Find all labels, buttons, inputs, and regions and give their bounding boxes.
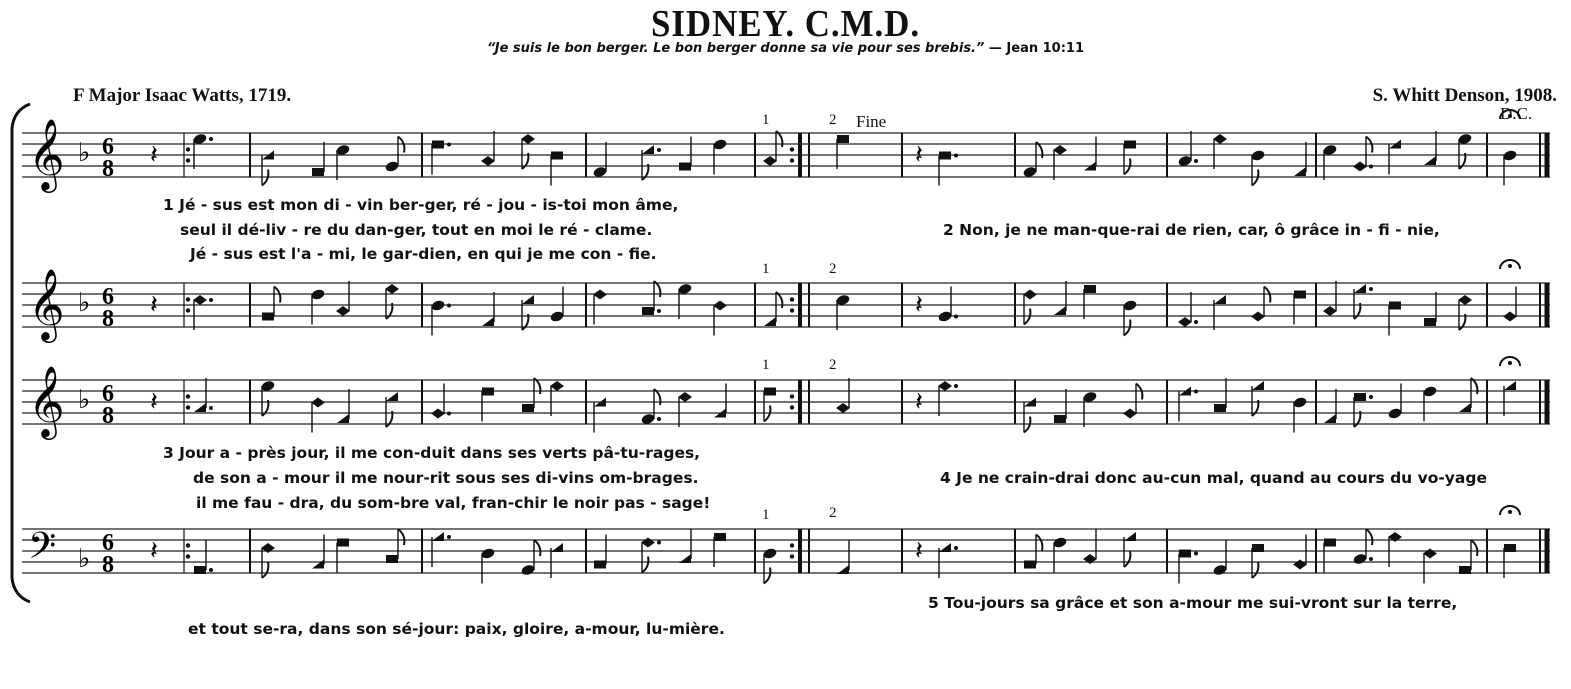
repeat-dot bbox=[790, 297, 794, 301]
note-head bbox=[1213, 134, 1227, 144]
note-dot bbox=[209, 406, 213, 410]
note-head bbox=[641, 538, 655, 548]
note-head bbox=[1504, 544, 1516, 552]
time-sig-top: 6 bbox=[102, 530, 114, 556]
first-ending-mark-alto: 1 bbox=[762, 261, 770, 277]
repeat-dot bbox=[790, 147, 794, 151]
repeat-dot bbox=[790, 405, 794, 409]
note-dot bbox=[1194, 159, 1198, 163]
note-head bbox=[1423, 549, 1437, 559]
repeat-dot bbox=[186, 543, 190, 547]
note-head bbox=[1503, 312, 1517, 322]
lyric-verse3-line1: 3 Jour a - près jour, il me con-duit dans ses verts pâ-tu-rages, bbox=[163, 444, 701, 462]
note-head bbox=[1124, 141, 1136, 149]
repeat-dot bbox=[790, 394, 794, 398]
bass-clef-icon: 𝄢 bbox=[28, 525, 57, 576]
note-flag bbox=[1252, 562, 1258, 578]
note-head bbox=[642, 307, 654, 315]
note-head bbox=[837, 135, 849, 143]
scripture-quote bbox=[0, 41, 1571, 56]
second-ending-mark-alto: 2 bbox=[829, 261, 837, 277]
note-head bbox=[194, 403, 206, 412]
note-head bbox=[593, 290, 607, 300]
note-dot bbox=[954, 384, 958, 388]
note-head bbox=[1324, 414, 1336, 423]
note-head bbox=[312, 560, 324, 569]
note-head bbox=[1324, 539, 1336, 547]
note-head bbox=[551, 152, 563, 160]
note-head bbox=[1354, 393, 1366, 401]
fermata-dot bbox=[1508, 264, 1512, 268]
note-head bbox=[837, 565, 849, 574]
note-head bbox=[1504, 381, 1516, 390]
rest-icon: 𝄽 bbox=[915, 140, 923, 170]
time-sig-top: 6 bbox=[102, 134, 114, 160]
note-dot bbox=[1194, 552, 1198, 556]
note-head bbox=[432, 141, 444, 149]
note-head bbox=[1054, 306, 1066, 315]
first-ending-mark-bass: 1 bbox=[762, 507, 770, 523]
note-dot bbox=[447, 412, 451, 416]
flat-icon: ♭ bbox=[78, 138, 91, 168]
rest-icon: 𝄽 bbox=[915, 536, 923, 566]
repeat-dot bbox=[186, 308, 190, 312]
quote-reference: — Jean 10:11 bbox=[984, 41, 1085, 56]
note-head bbox=[482, 317, 494, 326]
note-head bbox=[386, 392, 398, 401]
note-head bbox=[764, 317, 776, 326]
note-head bbox=[1252, 381, 1264, 390]
time-sig-bottom: 8 bbox=[102, 306, 114, 332]
rest-icon: 𝄽 bbox=[150, 140, 158, 170]
key-and-author: F Major Isaac Watts, 1719. bbox=[73, 85, 292, 106]
note-head bbox=[262, 313, 274, 321]
lyric-verse4: 4 Je ne crain-drai donc au-cun mal, quand au cours du vo-yage bbox=[940, 469, 1487, 487]
note-head bbox=[1214, 404, 1226, 412]
hymn-title: SIDNEY. C.M.D. bbox=[651, 3, 920, 45]
note-head bbox=[679, 163, 691, 171]
treble-clef-icon: 𝄞 bbox=[28, 364, 65, 437]
lyric-verse3-line3: il me fau - dra, du som-bre val, fran-chir le noir pas - sage! bbox=[196, 494, 711, 512]
note-head bbox=[764, 388, 776, 396]
note-head bbox=[194, 566, 206, 574]
first-ending-mark-tenor: 1 bbox=[762, 357, 770, 373]
flat-icon: ♭ bbox=[78, 544, 91, 574]
time-sig-bottom: 8 bbox=[102, 552, 114, 578]
note-head bbox=[386, 555, 398, 563]
lyric-verse2: 2 Non, je ne man-que-rai de rien, car, ô grâce in - fi - nie, bbox=[943, 221, 1440, 239]
time-sig-top: 6 bbox=[102, 381, 114, 407]
note-head bbox=[678, 392, 692, 402]
note-head bbox=[193, 295, 207, 305]
note-head bbox=[939, 152, 951, 160]
note-dot bbox=[447, 143, 451, 147]
flat-icon: ♭ bbox=[78, 288, 91, 318]
note-head bbox=[939, 543, 951, 552]
note-head bbox=[713, 301, 727, 311]
note-flag bbox=[1036, 535, 1042, 551]
note-head bbox=[1251, 312, 1265, 322]
note-dot bbox=[954, 546, 958, 550]
note-dot bbox=[1369, 395, 1373, 399]
repeat-dot bbox=[790, 554, 794, 558]
note-head bbox=[481, 156, 495, 166]
note-head bbox=[482, 388, 494, 396]
note-head bbox=[432, 532, 444, 541]
repeat-dot bbox=[186, 394, 190, 398]
note-flag bbox=[764, 568, 770, 584]
note-dot bbox=[1194, 390, 1198, 394]
note-head bbox=[1353, 162, 1367, 172]
note-dot bbox=[209, 298, 213, 302]
second-ending-mark: 2 bbox=[829, 112, 837, 128]
repeat-dot bbox=[186, 158, 190, 162]
note-flag bbox=[1124, 551, 1130, 567]
second-ending-mark-tenor: 2 bbox=[829, 357, 837, 373]
rest-icon: 𝄽 bbox=[150, 536, 158, 566]
fermata-dot bbox=[1508, 361, 1512, 365]
dc-mark: D.C. bbox=[1500, 104, 1533, 123]
treble-clef-icon: 𝄞 bbox=[28, 267, 65, 340]
lyric-verse1-line1: 1 Jé - sus est mon di - vin ber-ger, ré - jou - is-toi mon âme, bbox=[163, 196, 679, 214]
note-head bbox=[385, 284, 399, 294]
note-head bbox=[1023, 290, 1037, 300]
note-dot bbox=[657, 309, 661, 313]
note-head bbox=[1294, 167, 1306, 176]
note-head bbox=[679, 554, 691, 563]
repeat-dot bbox=[790, 158, 794, 162]
note-head bbox=[763, 156, 777, 166]
repeat-dot bbox=[186, 147, 190, 151]
repeat-dot bbox=[186, 554, 190, 558]
note-dot bbox=[954, 154, 958, 158]
note-head bbox=[1293, 560, 1307, 570]
note-head bbox=[1179, 550, 1191, 558]
note-head bbox=[337, 539, 349, 547]
lyric-verse3-line2: de son a - mour il me nour-rit sous ses di-vins om-brages. bbox=[193, 469, 699, 487]
note-head bbox=[1389, 302, 1401, 310]
note-head bbox=[1053, 145, 1067, 155]
note-dot bbox=[447, 535, 451, 539]
note-head bbox=[1214, 295, 1226, 304]
rest-icon: 𝄽 bbox=[150, 387, 158, 417]
note-dot bbox=[657, 148, 661, 152]
note-head bbox=[522, 404, 534, 412]
lyric-verse5-line2: et tout se-ra, dans son sé-jour: paix, gloire, a-mour, lu-mière. bbox=[188, 620, 725, 638]
note-flag bbox=[642, 557, 648, 573]
note-head bbox=[642, 145, 654, 154]
note-head bbox=[938, 381, 952, 391]
note-dot bbox=[209, 568, 213, 572]
note-head bbox=[1323, 306, 1337, 316]
note-flag bbox=[1366, 529, 1372, 545]
first-ending-mark: 1 bbox=[762, 112, 770, 128]
note-head bbox=[836, 403, 850, 413]
note-head bbox=[1124, 532, 1136, 541]
repeat-dot bbox=[790, 543, 794, 547]
note-dot bbox=[954, 315, 958, 319]
note-head bbox=[550, 381, 564, 391]
lyric-verse1-line3: Jé - sus est l'a - mi, le gar-dien, en qui je me con - fie. bbox=[190, 245, 657, 263]
repeat-dot bbox=[790, 308, 794, 312]
rest-icon: 𝄽 bbox=[150, 290, 158, 320]
note-head bbox=[1459, 403, 1471, 412]
note-head bbox=[1084, 285, 1096, 293]
note-head bbox=[1252, 544, 1264, 552]
note-flag bbox=[534, 540, 540, 556]
note-dot bbox=[657, 417, 661, 421]
time-sig-top: 6 bbox=[102, 284, 114, 310]
note-head bbox=[1054, 415, 1066, 423]
note-head bbox=[1354, 284, 1366, 293]
note-head bbox=[337, 414, 349, 423]
note-dot bbox=[657, 541, 661, 545]
note-head bbox=[1424, 318, 1436, 326]
note-head bbox=[1458, 295, 1472, 305]
second-ending-mark-bass: 2 bbox=[829, 505, 837, 521]
treble-clef-icon: 𝄞 bbox=[28, 117, 65, 190]
note-head bbox=[1123, 409, 1137, 419]
note-head bbox=[1024, 561, 1036, 569]
fine-mark: Fine bbox=[856, 112, 887, 131]
note-dot bbox=[209, 137, 213, 141]
note-head bbox=[1294, 291, 1306, 299]
note-dot bbox=[1369, 557, 1373, 561]
fermata-dot bbox=[1508, 510, 1512, 514]
quote-text: “Je suis le bon berger. Le bon berger donne sa vie pour ses brebis.” bbox=[486, 41, 985, 56]
time-sig-bottom: 8 bbox=[102, 156, 114, 182]
note-head bbox=[1178, 317, 1192, 327]
rest-icon: 𝄽 bbox=[915, 387, 923, 417]
note-flag bbox=[1471, 540, 1477, 556]
note-dot bbox=[1194, 320, 1198, 324]
note-head bbox=[336, 306, 350, 316]
note-dot bbox=[447, 304, 451, 308]
note-head bbox=[431, 409, 445, 419]
lyric-verse1-line2: seul il dé-liv - re du dan-ger, tout en moi le ré - clame. bbox=[180, 221, 653, 239]
note-head bbox=[594, 561, 606, 569]
flat-icon: ♭ bbox=[78, 385, 91, 415]
note-head bbox=[714, 533, 726, 541]
repeat-dot bbox=[186, 405, 190, 409]
note-head bbox=[312, 168, 324, 176]
note-head bbox=[522, 295, 534, 304]
repeat-dot bbox=[186, 297, 190, 301]
note-head bbox=[311, 398, 325, 408]
note-head bbox=[551, 543, 563, 552]
composer-credit: S. Whitt Denson, 1908. bbox=[1372, 85, 1557, 106]
system-bracket bbox=[12, 578, 30, 602]
note-flag bbox=[262, 562, 268, 578]
note-dot bbox=[1369, 165, 1373, 169]
lyric-verse5: 5 Tou-jours sa grâce et son a-mour me sui-vront sur la terre, bbox=[928, 594, 1458, 612]
rest-icon: 𝄽 bbox=[915, 290, 923, 320]
note-flag bbox=[398, 529, 404, 545]
note-head bbox=[1424, 156, 1436, 165]
time-sig-bottom: 8 bbox=[102, 403, 114, 429]
note-head bbox=[521, 134, 535, 144]
note-dot bbox=[1369, 287, 1373, 291]
note-head bbox=[1459, 566, 1471, 574]
